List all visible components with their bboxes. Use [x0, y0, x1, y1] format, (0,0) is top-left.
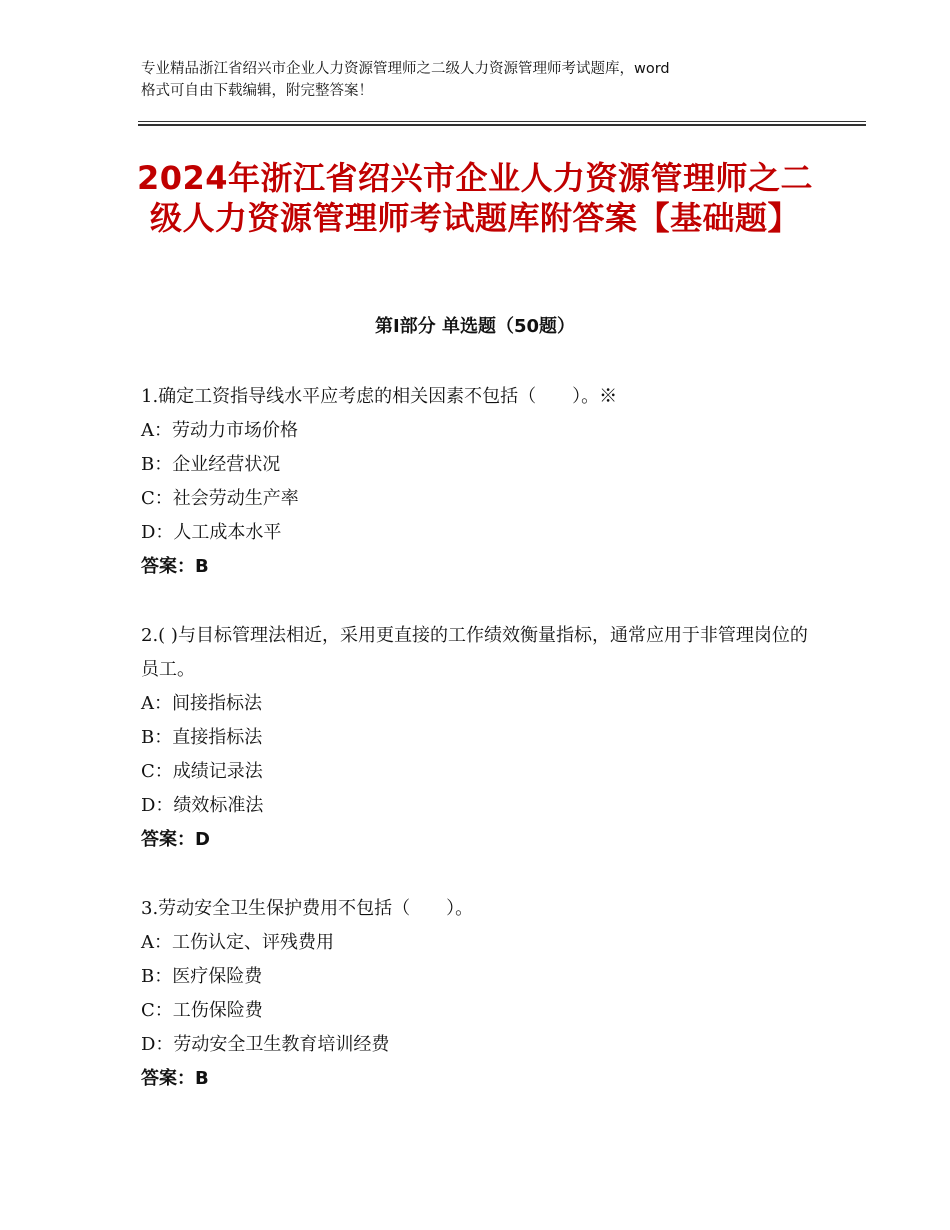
question-stem: 3.劳动安全卫生保护费用不包括（ ）。: [141, 898, 474, 919]
option-a: A：劳动力市场价格: [141, 420, 298, 441]
option-c: C：成绩记录法: [141, 761, 263, 782]
header-divider-thick: [138, 124, 866, 126]
question-2: [141, 619, 821, 857]
answer: 答案：B: [141, 1068, 209, 1089]
answer: 答案：B: [141, 556, 209, 577]
header-divider-thin: [138, 121, 866, 122]
option-d: D：人工成本水平: [141, 522, 282, 543]
option-b: B：企业经营状况: [141, 454, 281, 475]
option-d: D：绩效标准法: [141, 795, 264, 816]
section-heading: 第Ⅰ部分 单选题（50题）: [374, 316, 575, 337]
option-a: A：间接指标法: [141, 693, 262, 714]
document-title: 2024年浙江省绍兴市企业人力资源管理师之二级人力资源管理师考试题库附答案【基础题】: [136, 159, 814, 237]
header-note: [141, 58, 821, 102]
header-note-line-2: 格式可自由下载编辑，附完整答案！: [141, 83, 373, 99]
header-note-line-1: 专业精品浙江省绍兴市企业人力资源管理师之二级人力资源管理师考试题库，word: [141, 61, 670, 77]
option-c: C：工伤保险费: [141, 1000, 263, 1021]
question-3: [141, 892, 821, 1096]
question-stem: 1.确定工资指导线水平应考虑的相关因素不包括（ ）。※: [141, 386, 618, 407]
option-d: D：劳动安全卫生教育培训经费: [141, 1034, 390, 1055]
option-c: C：社会劳动生产率: [141, 488, 299, 509]
option-b: B：直接指标法: [141, 727, 263, 748]
option-b: B：医疗保险费: [141, 966, 263, 987]
question-1: [141, 380, 821, 584]
question-stem: 2.( )与目标管理法相近，采用更直接的工作绩效衡量指标，通常应用于非管理岗位的员工。: [141, 625, 808, 680]
answer: 答案：D: [141, 829, 210, 850]
option-a: A：工伤认定、评残费用: [141, 932, 334, 953]
